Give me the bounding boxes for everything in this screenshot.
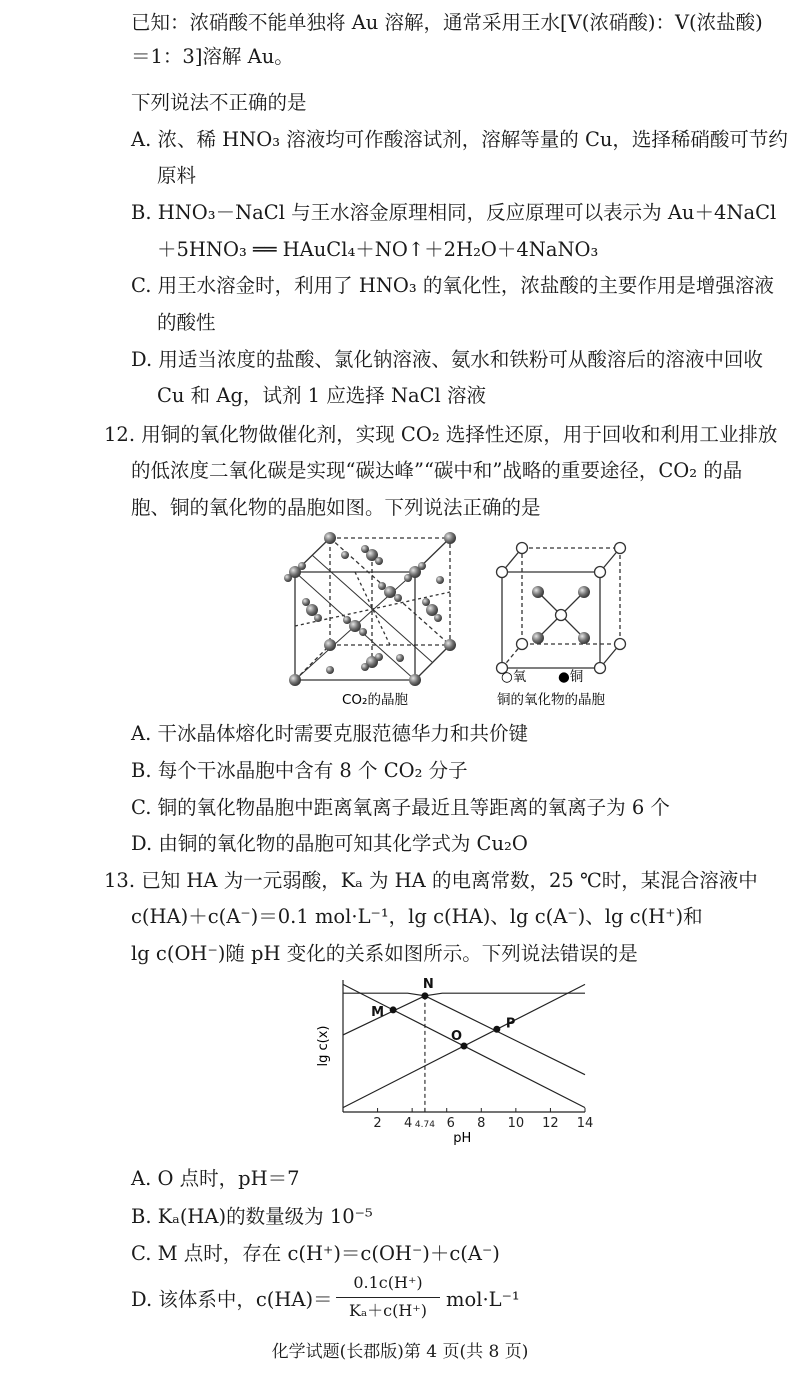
lgc-ph-chart — [300, 968, 610, 1168]
q11-option-d-line2: Cu 和 Ag，试剂 1 应选择 NaCl 溶液 — [157, 384, 486, 407]
q13-stem-line2: c(HA)＋c(A⁻)＝0.1 mol·L⁻¹，lg c(HA)、lg c(A⁻)、lg c(H⁺)和 — [131, 905, 703, 928]
q13-option-b: B. Kₐ(HA)的数量级为 10⁻⁵ — [131, 1205, 373, 1228]
page-footer: 化学试题(长郡版)第 4 页(共 8 页) — [271, 1342, 529, 1362]
legend-copper-label: ●铜 — [558, 669, 584, 685]
q13-option-d-denominator: Kₐ＋c(H⁺) — [349, 1301, 427, 1320]
point-m — [390, 1006, 397, 1013]
q13-option-c: C. M 点时，存在 c(H⁺)＝c(OH⁻)＋c(A⁻) — [131, 1242, 500, 1265]
q12-option-c: C. 铜的氧化物晶胞中距离氧离子最近且等距离的氧离子为 6 个 — [131, 796, 670, 819]
point-label-n: N — [422, 976, 434, 992]
x-tick-label: 14 — [576, 1116, 594, 1131]
q11-known-line2: ＝1：3]溶解 Au。 — [131, 45, 294, 68]
q12-option-a: A. 干冰晶体熔化时需要克服范德华力和共价键 — [131, 722, 528, 745]
q13-option-d-unit: mol·L⁻¹ — [446, 1288, 520, 1311]
point-n — [421, 992, 428, 999]
q12-option-b: B. 每个干冰晶胞中含有 8 个 CO₂ 分子 — [131, 759, 468, 782]
crystal-cells-figure — [270, 530, 650, 715]
q13-option-d-numerator: 0.1c(H⁺) — [353, 1273, 423, 1292]
q11-option-a-line1: A. 浓、稀 HNO₃ 溶液均可作酸溶试剂，溶解等量的 Cu，选择稀硝酸可节约 — [131, 128, 788, 151]
q13-option-a: A. O 点时，pH＝7 — [131, 1167, 300, 1190]
q11-option-b-line2: ＋5HNO₃ ══ HAuCl₄＋NO↑＋2H₂O＋4NaNO₃ — [157, 238, 599, 261]
q13-stem-line1: 13. 已知 HA 为一元弱酸，Kₐ 为 HA 的电离常数，25 ℃时，某混合溶液中 — [104, 869, 758, 892]
x-axis-label: pH — [453, 1131, 472, 1146]
x-tick-label: 2 — [373, 1116, 382, 1131]
copper-oxide-cell-caption: 铜的氧化物的晶胞 — [497, 692, 605, 708]
q11-option-c-line2: 的酸性 — [157, 311, 216, 334]
legend-oxygen-label: ○氧 — [501, 669, 527, 685]
q11-option-c-line1: C. 用王水溶金时，利用了 HNO₃ 的氧化性，浓盐酸的主要作用是增强溶液 — [131, 274, 774, 297]
q11-known-line1: 已知：浓硝酸不能单独将 Au 溶解，通常采用王水[V(浓硝酸)：V(浓盐酸) — [131, 11, 763, 34]
q12-stem-line1: 12. 用铜的氧化物做催化剂，实现 CO₂ 选择性还原，用于回收和利用工业排放 — [104, 423, 778, 446]
q11-stem: 下列说法不正确的是 — [131, 91, 307, 114]
point-p — [493, 1026, 500, 1033]
q11-option-b-line1: B. HNO₃－NaCl 与王水溶金原理相同，反应原理可以表示为 Au＋4NaCl — [131, 201, 777, 224]
oxygen-ions — [497, 543, 626, 674]
q11-option-a-line2: 原料 — [157, 164, 197, 187]
q13-option-d-prefix: D. 该体系中，c(HA)＝ — [131, 1288, 333, 1311]
q11-option-d-line1: D. 用适当浓度的盐酸、氯化钠溶液、氨水和铁粉可从酸溶后的溶液中回收 — [131, 348, 763, 371]
q13-stem-line3: lg c(OH⁻)随 pH 变化的关系如图所示。下列说法错误的是 — [131, 942, 638, 965]
co2-cell-caption: CO₂的晶胞 — [342, 692, 408, 708]
co2-molecules — [284, 532, 456, 686]
point-label-p: P — [505, 1016, 516, 1032]
x-tick-label: 4 — [404, 1116, 413, 1131]
point-label-o: O — [451, 1029, 463, 1044]
x-tick-label: 4.74 — [414, 1120, 435, 1130]
q12-option-d: D. 由铜的氧化物的晶胞可知其化学式为 Cu₂O — [131, 832, 528, 855]
q12-stem-line2: 的低浓度二氧化碳是实现“碳达峰”“碳中和”战略的重要途径，CO₂ 的晶 — [131, 459, 743, 482]
point-label-m: M — [371, 1004, 385, 1020]
copper-oxide-unit-cell-drawing — [502, 548, 620, 668]
x-tick-label: 10 — [507, 1116, 525, 1131]
y-axis-label: lg c(x) — [316, 1025, 331, 1067]
x-tick-label: 8 — [477, 1116, 486, 1131]
x-tick-label: 12 — [542, 1116, 559, 1131]
x-tick-label: 6 — [446, 1116, 455, 1131]
q12-stem-line3: 胞、铜的氧化物的晶胞如图。下列说法正确的是 — [131, 496, 541, 519]
fraction-bar — [336, 1297, 440, 1298]
